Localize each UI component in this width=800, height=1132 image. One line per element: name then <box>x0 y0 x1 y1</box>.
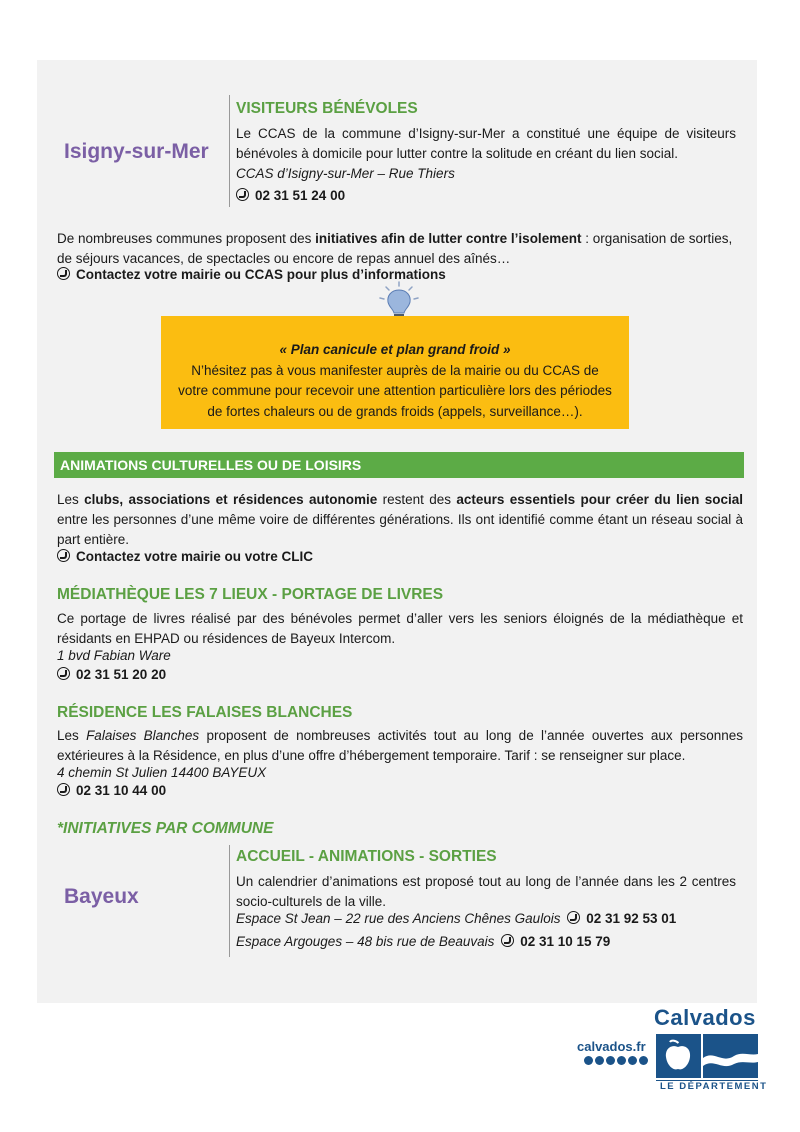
isolement-text-a: De nombreuses communes proposent des <box>57 231 316 246</box>
isolement-text-c: : organisation de sorties, de séjours vacances, de spectacles ou encore de repas annuel des aînés… <box>57 231 733 266</box>
animations-contact-line <box>57 547 313 567</box>
phone-icon <box>567 911 580 924</box>
anim-t1: Les <box>57 492 85 507</box>
anim-t5: entre les personnes d’une même voire de différentes générations. Ils ont identifié comme étant un réseau social à part entière. <box>57 512 743 547</box>
residence-t2: Falaises Blanches <box>86 728 200 743</box>
mediatheque-body: Ce portage de livres réalisé par des bénévoles permet d’aller vers les seniors éloignés de la médiathèque et résidants en EHPAD ou résidences de Bayeux Intercom. <box>57 611 743 646</box>
bayeux-heading: ACCUEIL - ANIMATIONS - SORTIES <box>236 848 497 865</box>
bayeux-place2-line <box>236 932 610 952</box>
residence-address: 4 chemin St Julien 14400 BAYEUX <box>57 765 267 780</box>
plan-title: « Plan canicule et plan grand froid » <box>279 342 511 357</box>
bayeux-place1: Espace St Jean – 22 rue des Anciens Chênes Gaulois <box>236 911 561 926</box>
plan-canicule-box <box>161 316 629 429</box>
phone-icon <box>57 667 70 680</box>
phone-icon <box>501 934 514 947</box>
mediatheque-phone: 02 31 51 20 20 <box>76 667 167 682</box>
plan-body: N’hésitez pas à vous manifester auprès de la mairie ou du CCAS de votre commune pour recevoir une attention particulière lors des périodes de fortes chaleurs ou de grands froids (appels, surveillance…). <box>178 362 612 419</box>
instagram-icon[interactable] <box>617 1056 626 1065</box>
residence-t3: proposent de nombreuses activités tout au long de l’année ouvertes aux personnes extérieures à la Résidence, en plus d’une offre d’hébergement temporaire. Tarif : se renseigner sur place. <box>57 728 743 763</box>
divider-bayeux <box>229 845 230 957</box>
site-link[interactable]: calvados.fr <box>577 1039 646 1054</box>
vimeo-icon[interactable] <box>639 1056 648 1065</box>
residence-phone-line <box>57 781 166 801</box>
initiatives-heading: *INITIATIVES PAR COMMUNE <box>57 820 274 837</box>
phone-icon <box>57 549 70 562</box>
anim-t3: restent des <box>377 492 457 507</box>
phone-icon <box>57 783 70 796</box>
anim-t4: acteurs essentiels pour créer du lien social <box>456 492 743 507</box>
isigny-heading: VISITEURS BÉNÉVOLES <box>236 100 418 117</box>
bayeux-phone2: 02 31 10 15 79 <box>520 934 611 949</box>
social-icons <box>584 1056 648 1065</box>
commune-isigny: Isigny-sur-Mer <box>64 140 209 163</box>
residence-phone: 02 31 10 44 00 <box>76 783 167 798</box>
animations-paragraph <box>57 490 743 550</box>
phone-icon <box>57 267 70 280</box>
calvados-logo-graphic <box>656 1034 758 1078</box>
isigny-address: CCAS d’Isigny-sur-Mer – Rue Thiers <box>236 166 455 181</box>
bayeux-phone1: 02 31 92 53 01 <box>586 911 677 926</box>
mediatheque-phone-line <box>57 665 166 685</box>
facebook-icon[interactable] <box>584 1056 593 1065</box>
anim-t2: clubs, associations et résidences autonomie <box>84 492 378 507</box>
commune-bayeux: Bayeux <box>64 885 139 908</box>
residence-heading: RÉSIDENCE LES FALAISES BLANCHES <box>57 704 353 721</box>
isolement-paragraph <box>57 229 743 269</box>
mediatheque-address: 1 bvd Fabian Ware <box>57 648 171 663</box>
phone-icon <box>236 188 249 201</box>
twitter-icon[interactable] <box>595 1056 604 1065</box>
mediatheque-heading: MÉDIATHÈQUE LES 7 LIEUX - PORTAGE DE LIVRES <box>57 586 444 603</box>
residence-t1: Les <box>57 728 87 743</box>
isigny-phone-line <box>236 186 345 206</box>
animations-contact: Contactez votre mairie ou votre CLIC <box>76 549 314 564</box>
bayeux-body: Un calendrier d’animations est proposé tout au long de l’année dans les 2 centres socio-culturels de la ville. <box>236 874 736 909</box>
isolement-contact: Contactez votre mairie ou CCAS pour plus d’informations <box>76 267 446 282</box>
isigny-body: Le CCAS de la commune d’Isigny-sur-Mer a constitué une équipe de visiteurs bénévoles à domicile pour lutter contre la solitude en créant du lien social. <box>236 126 736 161</box>
calvados-logo <box>656 1034 758 1078</box>
bayeux-place1-line <box>236 909 676 929</box>
youtube-icon[interactable] <box>606 1056 615 1065</box>
residence-body <box>57 726 743 766</box>
calvados-subtitle: LE DÉPARTEMENT <box>660 1081 768 1092</box>
section-bar-animations: ANIMATIONS CULTURELLES OU DE LOISIRS <box>54 452 744 478</box>
isolement-text-b: initiatives afin de lutter contre l’isolement <box>315 231 582 246</box>
linkedin-icon[interactable] <box>628 1056 637 1065</box>
divider-isigny <box>229 95 230 207</box>
isigny-phone: 02 31 51 24 00 <box>255 188 346 203</box>
bayeux-place2: Espace Argouges – 48 bis rue de Beauvais <box>236 934 495 949</box>
calvados-brand: Calvados <box>654 1005 756 1030</box>
